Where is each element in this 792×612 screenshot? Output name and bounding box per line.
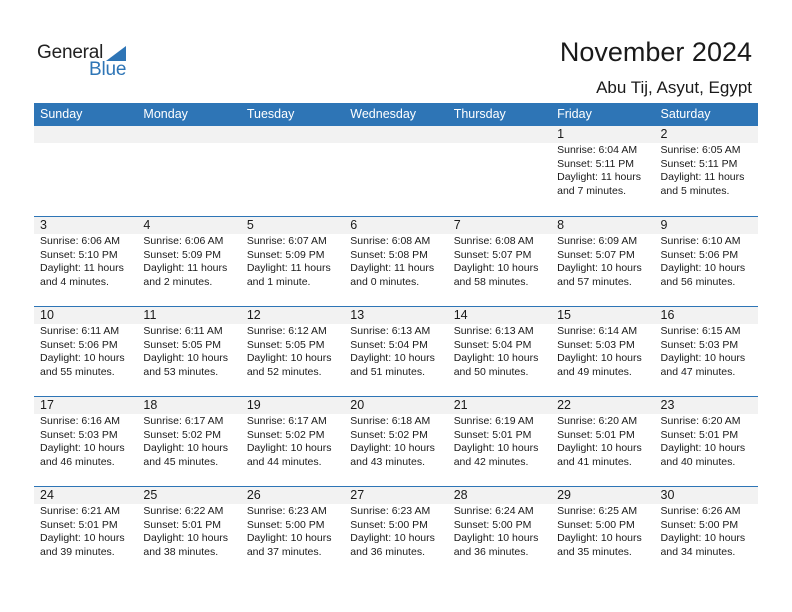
day-cell [448,397,551,486]
week-row [34,126,758,216]
daylight-text: and 46 minutes. [40,455,115,468]
daylight-text: and 51 minutes. [350,365,425,378]
sunset-text: Sunset: 5:02 PM [246,428,325,441]
sunset-text: Sunset: 5:01 PM [40,518,118,531]
daylight-text: Daylight: 10 hours [246,532,332,545]
sunrise-text: Sunrise: 6:07 AM [246,235,327,247]
sunset-text: Sunset: 5:08 PM [350,248,428,261]
day-number [34,126,137,143]
daylight-text: and 55 minutes. [40,365,115,378]
sun-info [34,414,137,469]
day-number: 3 [34,217,137,234]
day-cell [551,126,654,216]
day-cell [344,397,447,486]
day-number: 4 [137,217,240,234]
day-number [448,126,551,143]
sun-info [448,234,551,289]
sunset-text: Sunset: 5:04 PM [453,338,532,351]
day-number: 27 [344,487,447,504]
daylight-text: and 50 minutes. [453,365,529,378]
weekday-header-wednesday: Wednesday [350,107,417,121]
sun-info [137,324,240,379]
sunset-text: Sunset: 5:09 PM [143,248,222,261]
day-number: 7 [448,217,551,234]
day-number [344,126,447,143]
daylight-text: and 36 minutes. [453,545,529,558]
day-number: 6 [344,217,447,234]
daylight-text: and 0 minutes. [350,275,420,288]
sun-info [34,324,137,379]
sunset-text: Sunset: 5:11 PM [557,157,634,170]
day-cell [344,487,447,576]
day-cell [551,487,654,576]
day-number: 20 [344,397,447,414]
weekday-header-friday: Friday [557,107,592,121]
daylight-text: Daylight: 10 hours [453,442,539,455]
sun-info [137,414,240,469]
sunset-text: Sunset: 5:01 PM [660,428,739,441]
sunrise-text: Sunrise: 6:19 AM [453,415,534,427]
sun-info [344,234,447,289]
daylight-text: and 1 minute. [246,275,311,288]
sunset-text: Sunset: 5:03 PM [557,338,635,351]
day-cell [655,307,758,396]
daylight-text: Daylight: 10 hours [246,442,332,455]
daylight-text: and 43 minutes. [350,455,425,468]
day-number: 28 [448,487,551,504]
sunrise-text: Sunrise: 6:06 AM [40,235,120,247]
calendar-grid [34,103,758,576]
daylight-text: Daylight: 10 hours [453,532,539,545]
daylight-text: and 58 minutes. [453,275,529,288]
sunrise-text: Sunrise: 6:24 AM [453,505,534,517]
sun-info [655,234,758,289]
sunrise-text: Sunrise: 6:23 AM [246,505,327,517]
sunset-text: Sunset: 5:07 PM [557,248,635,261]
sun-info [344,324,447,379]
daylight-text: Daylight: 11 hours [246,262,331,275]
day-number: 2 [655,126,758,143]
daylight-text: Daylight: 10 hours [557,352,642,365]
daylight-text: Daylight: 11 hours [40,262,124,275]
sun-info [448,504,551,559]
day-cell [137,307,240,396]
sun-info [551,504,654,559]
day-number: 1 [551,126,654,143]
daylight-text: and 39 minutes. [40,545,115,558]
week-row [34,216,758,306]
week-row [34,306,758,396]
page-title: November 2024 [559,37,752,67]
daylight-text: and 47 minutes. [660,365,736,378]
sun-info [551,143,654,198]
daylight-text: Daylight: 10 hours [350,442,435,455]
weekday-header-monday: Monday [143,107,188,121]
weekday-header-row [34,103,758,126]
sunrise-text: Sunrise: 6:17 AM [143,415,224,427]
sun-info [655,324,758,379]
day-cell [34,397,137,486]
day-cell [448,487,551,576]
weekday-header-sunday: Sunday [40,107,83,121]
day-number: 22 [551,397,654,414]
sunset-text: Sunset: 5:05 PM [246,338,325,351]
sun-info [137,504,240,559]
daylight-text: and 57 minutes. [557,275,632,288]
day-number: 13 [344,307,447,324]
sunrise-text: Sunrise: 6:22 AM [143,505,224,517]
day-cell [34,217,137,306]
sunset-text: Sunset: 5:02 PM [350,428,428,441]
daylight-text: Daylight: 10 hours [453,352,539,365]
sun-info [241,234,344,289]
daylight-text: Daylight: 10 hours [40,532,125,545]
empty-day-cell [34,126,137,216]
daylight-text: and 7 minutes. [557,184,626,197]
daylight-text: Daylight: 10 hours [143,442,229,455]
sunset-text: Sunset: 5:06 PM [660,248,739,261]
day-cell [655,487,758,576]
sun-info [551,234,654,289]
sunrise-text: Sunrise: 6:15 AM [660,325,741,337]
sunrise-text: Sunrise: 6:05 AM [660,144,741,156]
day-number: 17 [34,397,137,414]
day-number: 16 [655,307,758,324]
day-number: 21 [448,397,551,414]
empty-day-cell [448,126,551,216]
logo-word-general: General [37,42,104,63]
sunrise-text: Sunrise: 6:12 AM [246,325,327,337]
weekday-header-tuesday: Tuesday [246,107,295,121]
sunrise-text: Sunrise: 6:17 AM [246,415,327,427]
day-number: 8 [551,217,654,234]
daylight-text: Daylight: 11 hours [143,262,228,275]
daylight-text: Daylight: 10 hours [557,442,642,455]
sun-info [344,414,447,469]
sunrise-text: Sunrise: 6:08 AM [453,235,534,247]
day-number: 18 [137,397,240,414]
sun-info [655,143,758,198]
day-cell [655,126,758,216]
day-cell [551,307,654,396]
daylight-text: and 44 minutes. [246,455,322,468]
sunset-text: Sunset: 5:01 PM [453,428,532,441]
week-row [34,486,758,576]
daylight-text: Daylight: 10 hours [557,532,642,545]
sunset-text: Sunset: 5:00 PM [246,518,325,531]
sunrise-text: Sunrise: 6:21 AM [40,505,120,517]
daylight-text: Daylight: 10 hours [40,442,125,455]
sunrise-text: Sunrise: 6:20 AM [557,415,638,427]
sunrise-text: Sunrise: 6:11 AM [40,325,120,337]
day-number: 29 [551,487,654,504]
daylight-text: Daylight: 11 hours [350,262,435,275]
empty-day-cell [241,126,344,216]
sunrise-text: Sunrise: 6:11 AM [143,325,223,337]
daylight-text: Daylight: 10 hours [143,532,229,545]
daylight-text: Daylight: 10 hours [40,352,125,365]
daylight-text: and 41 minutes. [557,455,632,468]
sunset-text: Sunset: 5:02 PM [143,428,222,441]
day-cell [241,397,344,486]
sunset-text: Sunset: 5:01 PM [557,428,635,441]
day-cell [655,217,758,306]
sunrise-text: Sunrise: 6:09 AM [557,235,638,247]
daylight-text: and 36 minutes. [350,545,425,558]
day-cell [448,307,551,396]
daylight-text: Daylight: 10 hours [143,352,229,365]
day-cell [137,487,240,576]
sunrise-text: Sunrise: 6:16 AM [40,415,120,427]
day-number [241,126,344,143]
day-cell [241,217,344,306]
daylight-text: Daylight: 10 hours [350,352,435,365]
sunrise-text: Sunrise: 6:14 AM [557,325,638,337]
daylight-text: and 34 minutes. [660,545,736,558]
sun-info [34,504,137,559]
day-cell [344,307,447,396]
day-number: 19 [241,397,344,414]
daylight-text: and 37 minutes. [246,545,322,558]
day-number: 10 [34,307,137,324]
day-number: 24 [34,487,137,504]
daylight-text: and 53 minutes. [143,365,219,378]
sunset-text: Sunset: 5:11 PM [660,157,738,170]
daylight-text: Daylight: 10 hours [660,532,746,545]
daylight-text: Daylight: 11 hours [557,171,641,184]
day-number: 9 [655,217,758,234]
day-cell [241,307,344,396]
sun-info [551,414,654,469]
day-cell [344,217,447,306]
sunset-text: Sunset: 5:03 PM [660,338,739,351]
sunset-text: Sunset: 5:04 PM [350,338,428,351]
day-cell [137,397,240,486]
location-subtitle: Abu Tij, Asyut, Egypt [596,78,752,97]
sun-info [655,504,758,559]
sun-info [448,324,551,379]
daylight-text: and 5 minutes. [660,184,730,197]
day-number: 26 [241,487,344,504]
day-cell [137,217,240,306]
daylight-text: Daylight: 10 hours [557,262,642,275]
sunset-text: Sunset: 5:03 PM [40,428,118,441]
sunset-text: Sunset: 5:05 PM [143,338,222,351]
daylight-text: Daylight: 10 hours [660,352,746,365]
sun-info [448,414,551,469]
sunrise-text: Sunrise: 6:13 AM [453,325,534,337]
daylight-text: and 49 minutes. [557,365,632,378]
sunrise-text: Sunrise: 6:26 AM [660,505,741,517]
sun-info [655,414,758,469]
daylight-text: and 52 minutes. [246,365,322,378]
daylight-text: and 45 minutes. [143,455,219,468]
day-number: 11 [137,307,240,324]
daylight-text: Daylight: 10 hours [350,532,435,545]
sunset-text: Sunset: 5:10 PM [40,248,118,261]
sunrise-text: Sunrise: 6:20 AM [660,415,741,427]
sun-info [241,324,344,379]
sunset-text: Sunset: 5:09 PM [246,248,325,261]
sunrise-text: Sunrise: 6:10 AM [660,235,741,247]
daylight-text: Daylight: 10 hours [246,352,332,365]
sunset-text: Sunset: 5:00 PM [557,518,635,531]
day-number: 23 [655,397,758,414]
sunset-text: Sunset: 5:06 PM [40,338,118,351]
daylight-text: and 4 minutes. [40,275,109,288]
day-number: 12 [241,307,344,324]
sunset-text: Sunset: 5:01 PM [143,518,222,531]
daylight-text: and 38 minutes. [143,545,219,558]
sunrise-text: Sunrise: 6:25 AM [557,505,638,517]
sunrise-text: Sunrise: 6:18 AM [350,415,431,427]
sun-info [551,324,654,379]
day-number: 5 [241,217,344,234]
logo-word-blue: Blue [89,59,127,80]
daylight-text: Daylight: 10 hours [660,442,746,455]
day-number: 25 [137,487,240,504]
sunrise-text: Sunrise: 6:08 AM [350,235,431,247]
day-cell [551,397,654,486]
sunset-text: Sunset: 5:00 PM [453,518,532,531]
day-cell [241,487,344,576]
daylight-text: and 2 minutes. [143,275,213,288]
sunset-text: Sunset: 5:00 PM [660,518,739,531]
logo [37,42,137,82]
sunrise-text: Sunrise: 6:06 AM [143,235,224,247]
daylight-text: and 35 minutes. [557,545,632,558]
sun-info [241,414,344,469]
daylight-text: Daylight: 11 hours [660,171,745,184]
day-cell [448,217,551,306]
daylight-text: Daylight: 10 hours [453,262,539,275]
weekday-header-saturday: Saturday [660,107,711,121]
empty-day-cell [137,126,240,216]
day-cell [34,307,137,396]
day-number: 30 [655,487,758,504]
sun-info [137,234,240,289]
day-cell [655,397,758,486]
daylight-text: and 40 minutes. [660,455,736,468]
day-cell [34,487,137,576]
day-number: 14 [448,307,551,324]
sunset-text: Sunset: 5:07 PM [453,248,532,261]
sunrise-text: Sunrise: 6:04 AM [557,144,638,156]
daylight-text: and 56 minutes. [660,275,736,288]
sun-info [34,234,137,289]
daylight-text: Daylight: 10 hours [660,262,746,275]
sun-info [344,504,447,559]
sunrise-text: Sunrise: 6:23 AM [350,505,431,517]
day-cell [551,217,654,306]
sunrise-text: Sunrise: 6:13 AM [350,325,431,337]
sun-info [241,504,344,559]
weekday-header-thursday: Thursday [453,107,506,121]
day-number: 15 [551,307,654,324]
day-number [137,126,240,143]
empty-day-cell [344,126,447,216]
sunset-text: Sunset: 5:00 PM [350,518,428,531]
week-row [34,396,758,486]
daylight-text: and 42 minutes. [453,455,529,468]
